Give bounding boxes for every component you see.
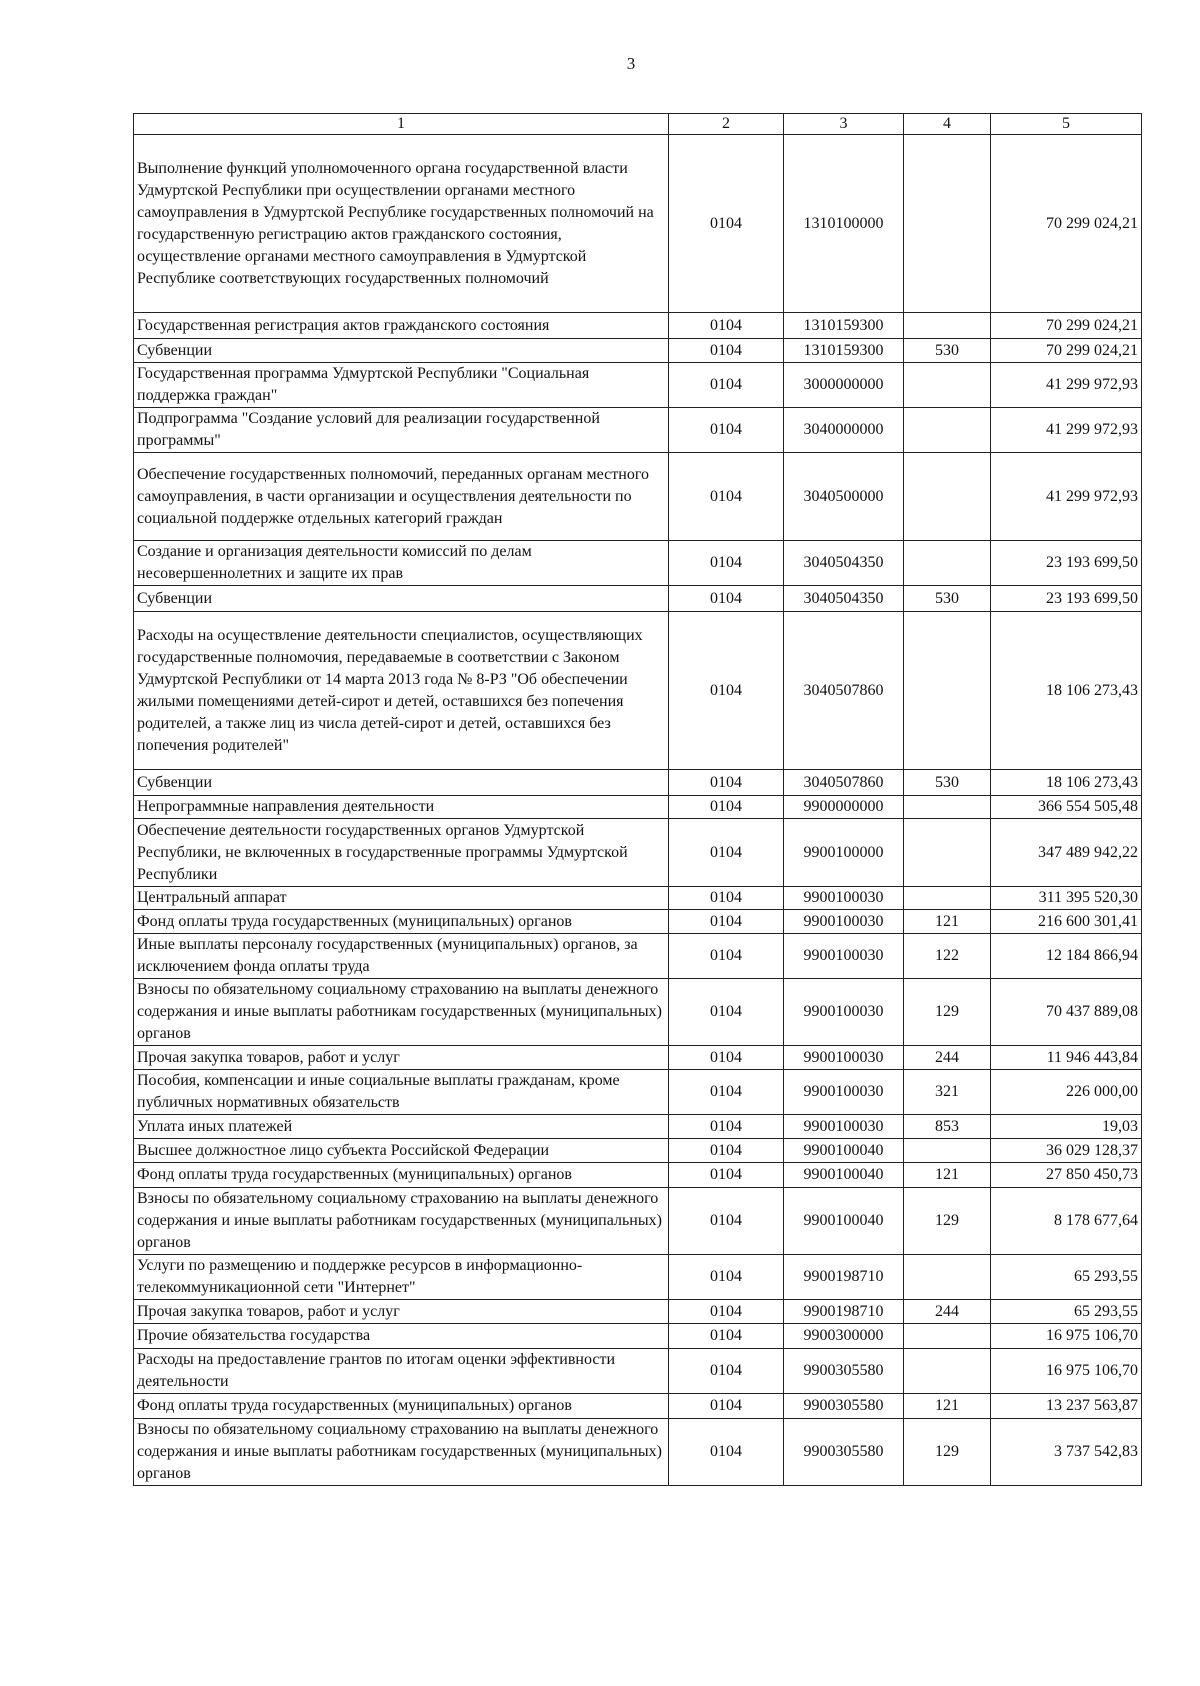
row-name-cell: Взносы по обязательному социальному страхованию на выплаты денежного содержания и иные выплаты работникам государственных (муниципальных) органов: [134, 1419, 669, 1486]
row-name-cell: Центральный аппарат: [134, 887, 669, 910]
row-section-cell: 0104: [669, 910, 784, 934]
table-row: [134, 586, 1142, 612]
row-section-cell: 0104: [669, 934, 784, 979]
row-name-cell: Создание и организация деятельности комиссий по делам несовершеннолетних и защите их прав: [134, 541, 669, 586]
row-kind-cell: [904, 453, 991, 541]
row-code-cell: 3040500000: [784, 453, 904, 541]
row-section-cell: 0104: [669, 1046, 784, 1070]
column-header: 4: [904, 114, 991, 135]
row-name-cell: Пособия, компенсации и иные социальные выплаты гражданам, кроме публичных нормативных обязательств: [134, 1070, 669, 1115]
row-name-cell: Высшее должностное лицо субъекта Российской Федерации: [134, 1139, 669, 1163]
row-code-cell: 3040000000: [784, 408, 904, 453]
row-code-cell: 1310100000: [784, 135, 904, 313]
column-header: 5: [991, 114, 1142, 135]
row-section-cell: 0104: [669, 541, 784, 586]
row-amount-cell: 23 193 699,50: [991, 586, 1142, 612]
row-name-cell: Уплата иных платежей: [134, 1115, 669, 1139]
row-kind-cell: 853: [904, 1115, 991, 1139]
column-header: 1: [134, 114, 669, 135]
row-section-cell: 0104: [669, 1188, 784, 1255]
row-code-cell: 9900100030: [784, 887, 904, 910]
row-kind-cell: 244: [904, 1300, 991, 1324]
row-amount-cell: 216 600 301,41: [991, 910, 1142, 934]
row-name-cell: Взносы по обязательному социальному страхованию на выплаты денежного содержания и иные выплаты работникам государственных (муниципальных) органов: [134, 1188, 669, 1255]
table-row: [134, 1419, 1142, 1486]
header-row: [134, 114, 1142, 135]
table-row: [134, 408, 1142, 453]
table-row: [134, 1300, 1142, 1324]
row-kind-cell: [904, 1255, 991, 1300]
row-name-cell: Субвенции: [134, 339, 669, 363]
row-kind-cell: [904, 887, 991, 910]
row-amount-cell: 11 946 443,84: [991, 1046, 1142, 1070]
row-name-cell: Фонд оплаты труда государственных (муниципальных) органов: [134, 1163, 669, 1188]
row-amount-cell: 41 299 972,93: [991, 408, 1142, 453]
row-amount-cell: 23 193 699,50: [991, 541, 1142, 586]
row-name-cell: Прочие обязательства государства: [134, 1324, 669, 1349]
row-section-cell: 0104: [669, 1255, 784, 1300]
row-code-cell: 3040504350: [784, 541, 904, 586]
row-code-cell: 9900100040: [784, 1188, 904, 1255]
row-section-cell: 0104: [669, 363, 784, 408]
row-kind-cell: 121: [904, 1163, 991, 1188]
table-row: [134, 1046, 1142, 1070]
row-code-cell: 9900305580: [784, 1394, 904, 1419]
row-kind-cell: [904, 796, 991, 819]
row-name-cell: Прочая закупка товаров, работ и услуг: [134, 1046, 669, 1070]
row-section-cell: 0104: [669, 887, 784, 910]
row-amount-cell: 19,03: [991, 1115, 1142, 1139]
row-name-cell: Подпрограмма "Создание условий для реализации государственной программы": [134, 408, 669, 453]
row-name-cell: Государственная программа Удмуртской Республики "Социальная поддержка граждан": [134, 363, 669, 408]
row-code-cell: 9900100040: [784, 1139, 904, 1163]
row-section-cell: 0104: [669, 979, 784, 1046]
row-kind-cell: 244: [904, 1046, 991, 1070]
row-name-cell: Иные выплаты персоналу государственных (муниципальных) органов, за исключением фонда оплаты труда: [134, 934, 669, 979]
row-kind-cell: [904, 612, 991, 770]
table-row: [134, 1163, 1142, 1188]
table-row: [134, 796, 1142, 819]
row-code-cell: 9900100030: [784, 1046, 904, 1070]
row-code-cell: 9900305580: [784, 1419, 904, 1486]
row-kind-cell: [904, 1139, 991, 1163]
table-row: [134, 1115, 1142, 1139]
row-section-cell: 0104: [669, 612, 784, 770]
budget-table: [133, 113, 1142, 1486]
row-kind-cell: 530: [904, 339, 991, 363]
row-section-cell: 0104: [669, 1139, 784, 1163]
row-section-cell: 0104: [669, 1419, 784, 1486]
table-row: [134, 1188, 1142, 1255]
table-row: [134, 339, 1142, 363]
row-section-cell: 0104: [669, 1070, 784, 1115]
row-amount-cell: 41 299 972,93: [991, 363, 1142, 408]
row-amount-cell: 36 029 128,37: [991, 1139, 1142, 1163]
row-amount-cell: 3 737 542,83: [991, 1419, 1142, 1486]
row-code-cell: 9900100030: [784, 1115, 904, 1139]
row-amount-cell: 13 237 563,87: [991, 1394, 1142, 1419]
row-name-cell: Прочая закупка товаров, работ и услуг: [134, 1300, 669, 1324]
row-section-cell: 0104: [669, 453, 784, 541]
row-code-cell: 3040507860: [784, 770, 904, 796]
row-code-cell: 9900100030: [784, 910, 904, 934]
row-kind-cell: 129: [904, 1419, 991, 1486]
row-amount-cell: 8 178 677,64: [991, 1188, 1142, 1255]
row-code-cell: 9900100030: [784, 979, 904, 1046]
row-name-cell: Обеспечение государственных полномочий, переданных органам местного самоуправления, в части организации и осуществления деятельности по социальной поддержке отдельных категорий граждан: [134, 453, 669, 541]
table-row: [134, 1070, 1142, 1115]
row-amount-cell: 70 299 024,21: [991, 313, 1142, 339]
table-body: [134, 135, 1142, 1486]
row-amount-cell: 18 106 273,43: [991, 612, 1142, 770]
table-row: [134, 1139, 1142, 1163]
table-row: [134, 1349, 1142, 1394]
row-code-cell: 9900198710: [784, 1255, 904, 1300]
row-kind-cell: 122: [904, 934, 991, 979]
row-section-cell: 0104: [669, 339, 784, 363]
row-kind-cell: [904, 1349, 991, 1394]
row-name-cell: Субвенции: [134, 770, 669, 796]
table-row: [134, 1255, 1142, 1300]
row-kind-cell: 129: [904, 979, 991, 1046]
row-amount-cell: 65 293,55: [991, 1300, 1142, 1324]
row-amount-cell: 226 000,00: [991, 1070, 1142, 1115]
table-row: [134, 819, 1142, 887]
table-row: [134, 887, 1142, 910]
table-row: [134, 612, 1142, 770]
row-kind-cell: [904, 541, 991, 586]
row-code-cell: 9900305580: [784, 1349, 904, 1394]
row-code-cell: 9900000000: [784, 796, 904, 819]
table-row: [134, 979, 1142, 1046]
row-name-cell: Субвенции: [134, 586, 669, 612]
table-row: [134, 363, 1142, 408]
row-amount-cell: 311 395 520,30: [991, 887, 1142, 910]
row-code-cell: 9900100030: [784, 934, 904, 979]
table-row: [134, 770, 1142, 796]
column-header: 3: [784, 114, 904, 135]
row-code-cell: 1310159300: [784, 313, 904, 339]
row-kind-cell: [904, 819, 991, 887]
row-section-cell: 0104: [669, 1163, 784, 1188]
table-row: [134, 135, 1142, 313]
row-amount-cell: 41 299 972,93: [991, 453, 1142, 541]
row-code-cell: 3040507860: [784, 612, 904, 770]
table-row: [134, 541, 1142, 586]
table-row: [134, 1394, 1142, 1419]
row-amount-cell: 18 106 273,43: [991, 770, 1142, 796]
row-amount-cell: 12 184 866,94: [991, 934, 1142, 979]
row-name-cell: Непрограммные направления деятельности: [134, 796, 669, 819]
row-name-cell: Взносы по обязательному социальному страхованию на выплаты денежного содержания и иные выплаты работникам государственных (муниципальных) органов: [134, 979, 669, 1046]
row-name-cell: Услуги по размещению и поддержке ресурсов в информационно-телекоммуникационной сети "Интернет": [134, 1255, 669, 1300]
row-section-cell: 0104: [669, 770, 784, 796]
row-kind-cell: [904, 363, 991, 408]
row-section-cell: 0104: [669, 586, 784, 612]
table-row: [134, 1324, 1142, 1349]
row-amount-cell: 16 975 106,70: [991, 1349, 1142, 1394]
row-kind-cell: 121: [904, 910, 991, 934]
row-amount-cell: 27 850 450,73: [991, 1163, 1142, 1188]
row-kind-cell: [904, 1324, 991, 1349]
row-kind-cell: [904, 408, 991, 453]
row-section-cell: 0104: [669, 313, 784, 339]
row-kind-cell: 121: [904, 1394, 991, 1419]
row-kind-cell: [904, 313, 991, 339]
row-amount-cell: 366 554 505,48: [991, 796, 1142, 819]
column-header: 2: [669, 114, 784, 135]
table-row: [134, 453, 1142, 541]
table-header: [134, 114, 1142, 135]
row-amount-cell: 70 437 889,08: [991, 979, 1142, 1046]
page-number: 3: [626, 54, 636, 73]
row-code-cell: 9900300000: [784, 1324, 904, 1349]
row-name-cell: Фонд оплаты труда государственных (муниципальных) органов: [134, 910, 669, 934]
row-name-cell: Расходы на предоставление грантов по итогам оценки эффективности деятельности: [134, 1349, 669, 1394]
row-code-cell: 1310159300: [784, 339, 904, 363]
row-kind-cell: [904, 135, 991, 313]
row-amount-cell: 70 299 024,21: [991, 135, 1142, 313]
row-section-cell: 0104: [669, 819, 784, 887]
row-section-cell: 0104: [669, 408, 784, 453]
row-name-cell: Фонд оплаты труда государственных (муниципальных) органов: [134, 1394, 669, 1419]
row-code-cell: 9900100000: [784, 819, 904, 887]
row-kind-cell: 321: [904, 1070, 991, 1115]
row-code-cell: 9900100030: [784, 1070, 904, 1115]
row-amount-cell: 65 293,55: [991, 1255, 1142, 1300]
row-code-cell: 9900198710: [784, 1300, 904, 1324]
row-name-cell: Обеспечение деятельности государственных органов Удмуртской Республики, не включенных в государственные программы Удмуртской Республики: [134, 819, 669, 887]
table-row: [134, 910, 1142, 934]
row-amount-cell: 16 975 106,70: [991, 1324, 1142, 1349]
row-name-cell: Расходы на осуществление деятельности специалистов, осуществляющих государственные полномочия, передаваемые в соответствии с Законом Удмуртской Республики от 14 марта 2013 года № 8-РЗ "Об обеспечении жилыми помещениями детей-сирот и детей, оставшихся без попечения родителей, а также лиц из числа детей-сирот и детей, оставшихся без попечения родителей": [134, 612, 669, 770]
row-section-cell: 0104: [669, 796, 784, 819]
row-code-cell: 9900100040: [784, 1163, 904, 1188]
row-section-cell: 0104: [669, 1115, 784, 1139]
row-kind-cell: 129: [904, 1188, 991, 1255]
row-kind-cell: 530: [904, 586, 991, 612]
row-section-cell: 0104: [669, 1349, 784, 1394]
table-row: [134, 934, 1142, 979]
row-kind-cell: 530: [904, 770, 991, 796]
row-code-cell: 3040504350: [784, 586, 904, 612]
row-code-cell: 3000000000: [784, 363, 904, 408]
row-amount-cell: 347 489 942,22: [991, 819, 1142, 887]
row-section-cell: 0104: [669, 1300, 784, 1324]
row-name-cell: Государственная регистрация актов гражданского состояния: [134, 313, 669, 339]
row-name-cell: Выполнение функций уполномоченного органа государственной власти Удмуртской Республики при осуществлении органами местного самоуправления в Удмуртской Республике государственных полномочий на государственную регистрацию актов гражданского состояния, осуществление органами местного самоуправления в Удмуртской Республике соответствующих государственных полномочий: [134, 135, 669, 313]
table-row: [134, 313, 1142, 339]
row-section-cell: 0104: [669, 1394, 784, 1419]
row-section-cell: 0104: [669, 1324, 784, 1349]
row-amount-cell: 70 299 024,21: [991, 339, 1142, 363]
row-section-cell: 0104: [669, 135, 784, 313]
